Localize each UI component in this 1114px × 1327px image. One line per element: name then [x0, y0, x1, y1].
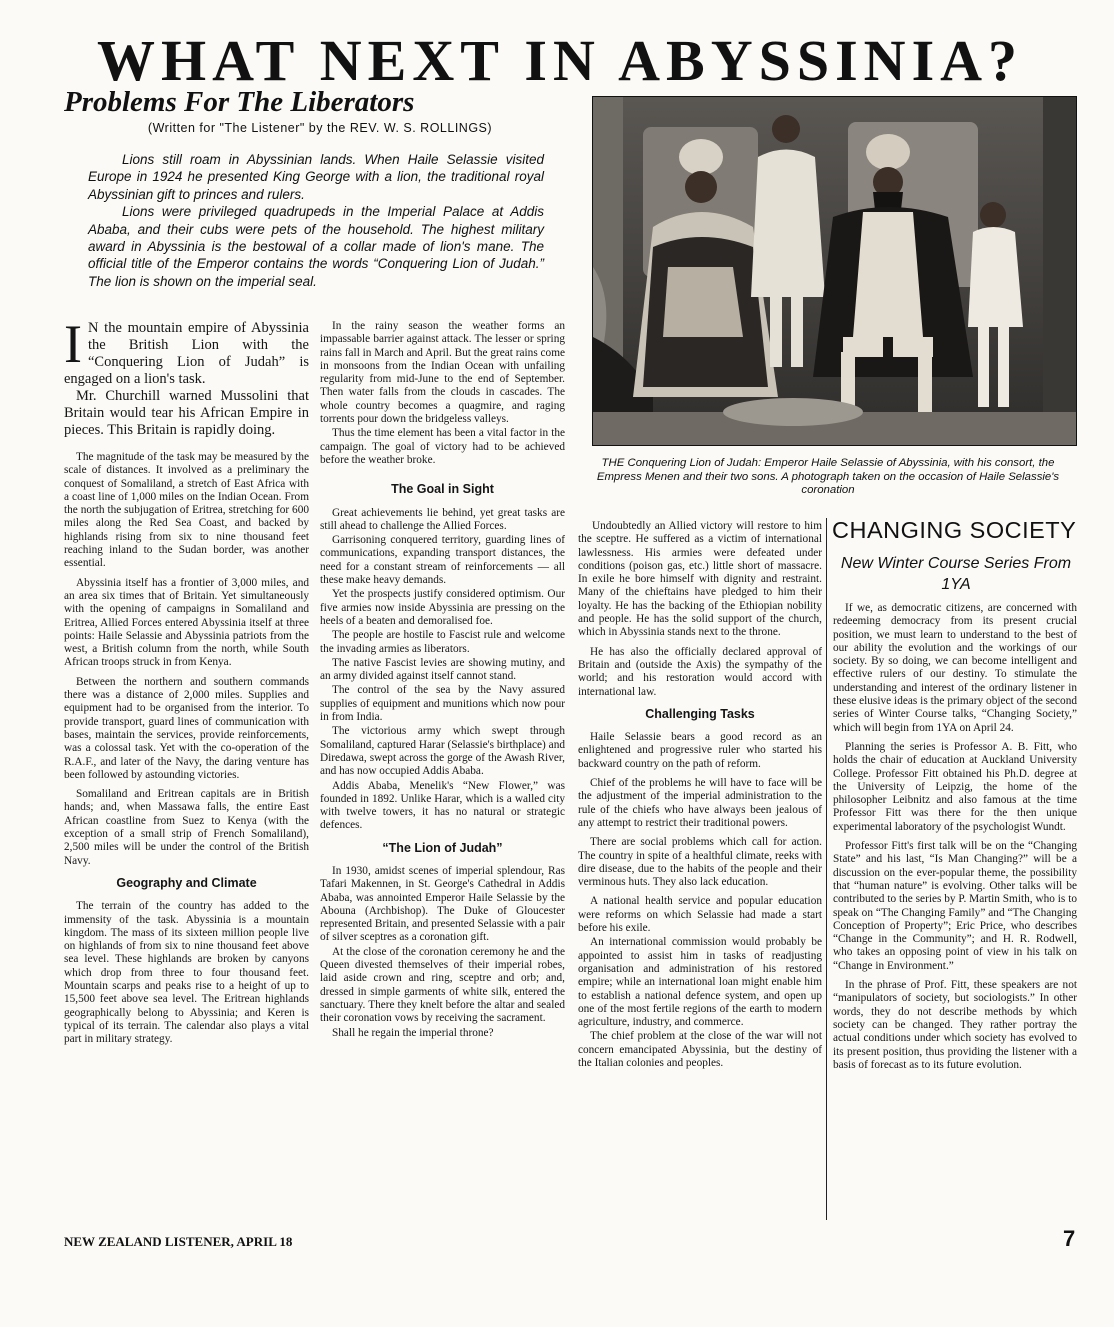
photo-illustration	[593, 97, 1076, 445]
paragraph: The magnitude of the task may be measured by the scale of distances. It involved as a preliminary the conquest of Somaliland, a stretch of East Africa with a coast line of 1,000 miles on the Indian Ocean. From the north the subjugation of Eritrea, stretching for 600 miles along the Red Sea Coast, and backed by highlands rising from six to nine thousand feet reaching inland to the Sudan border, was another essential.	[64, 451, 309, 570]
headline: WHAT NEXT IN ABYSSINIA?	[96, 28, 1024, 93]
paragraph: Planning the series is Professor A. B. Fitt, who holds the chair of education at Auckland University College. Professor Fitt obtained his Ph.D. degree at the University of Leipzig, the home of the philosopher Leibnitz and also famous at the time Professor Fitt was there for the then unique experimental laboratory of the psychologist Wundt.	[833, 740, 1077, 833]
coronation-photo	[592, 96, 1077, 446]
column-1	[64, 314, 309, 1052]
paragraph: The control of the sea by the Navy assured supplies of equipment and munitions which now pour in from India.	[320, 684, 565, 724]
paragraph: Haile Selassie bears a good record as an enlightened and progressive ruler who started his backward country on the path of reform.	[578, 731, 822, 770]
section-heading: Challenging Tasks	[645, 706, 755, 721]
lead-text: Mr. Churchill warned Mussolini that Britain would tear his African Empire in pieces. This Britain is rapidly doing.	[64, 388, 309, 438]
section-heading: The Goal in Sight	[391, 482, 494, 497]
section-heading: Geography and Climate	[116, 875, 257, 890]
column-3	[578, 520, 822, 1076]
paragraph: The terrain of the country has added to the immensity of the task. Abyssinia is a mountain kingdom. The mass of its sixteen million people live on highlands of from six to nine thousand feet above sea level. These highlands are broken by canyons which drop from three to four thousand feet. Mountain scarps and peaks rise to a height of up to 15,500 feet above sea level. The Eritrean highlands geographically belong to Abyssinia; and Keren is typical of its terrain. The calendar also plays a vital part in military strategy.	[64, 900, 309, 1046]
byline: (Written for "The Listener" by the REV. W. S. ROLLINGS)	[147, 121, 493, 135]
paragraph: Yet the prospects justify considered optimism. Our five armies now inside Abyssinia are pressing on the heels of a beaten and demoralised foe.	[320, 588, 565, 627]
footer-masthead: NEW ZEALAND LISTENER, APRIL 18	[64, 1234, 293, 1249]
drop-cap: I	[64, 314, 82, 374]
subheadline: Problems For The Liberators	[64, 86, 415, 118]
paragraph: Shall he regain the imperial throne?	[332, 1026, 494, 1039]
paragraph: Abyssinia itself has a frontier of 3,000 miles, and an area six times that of Britain. Yet simultaneously with the opening of campaigns in Somaliland and Eritrea, Allied Forces entered Abyssinia itself at three points: Haile Selassie and Abyssinia patriots from the west, a British column from the north, while South African troops struck in from Kenya.	[64, 576, 309, 669]
paragraph: Great achievements lie behind, yet great tasks are still ahead to challenge the Allied Forces.	[320, 506, 565, 532]
section-heading: “The Lion of Judah”	[382, 840, 503, 855]
paragraph: Chief of the problems he will have to face will be the adjustment of the imperial administration to the rule of the chiefs who have always been jealous of any attempt to restrict their traditional powers.	[578, 777, 822, 829]
column-2	[320, 320, 565, 1046]
paragraph: A national health service and popular education were reforms on which Selassie had made a start before his exile.	[578, 895, 822, 935]
lead-paragraph	[64, 314, 309, 439]
paragraph: The native Fascist levies are showing mutiny, and an army divided against itself cannot stand.	[320, 656, 565, 683]
paragraph: The victorious army which swept through Somaliland, captured Harar (Selassie's birthplace) and Diredawa, swept across the gorge of the Awash River, and has now occupied Addis Ababa.	[320, 725, 565, 778]
paragraph: At the close of the coronation ceremony he and the Queen divested themselves of their imperial robes, laid aside crown and ring, sceptre and orb; and, dressed in simple garments of white silk, entered the sanctuary. There they knelt before the altar and sealed their coronation vows by receiving the sacrament.	[320, 945, 565, 1025]
photo-caption: THE Conquering Lion of Judah: Emperor Haile Selassie of Abyssinia, with his consort, the Empress Menen and their two sons. A photograph taken on the occasion of Haile Selassie's coronation	[596, 457, 1060, 497]
intro-block	[88, 151, 544, 290]
paragraph: Professor Fitt's first talk will be on the “Changing State” and his last, “Is Man Changing?” will be a discussion on the ever-popular theme, the possibility that “human nature” is evolving. Other talks will be contributed to the series by P. Martin Smith, who is to speak on “The Changing Family” and “The Changing Conception of Property”; Eric Price, who describes “Change in the Community”; and H. R. Rodwell, who takes an opposing point of view in his talk on “Change in Environment.”	[833, 840, 1077, 972]
paragraph: He has also the officially declared approval of Britain and (outside the Axis) the sympathy of the world; and his restoration would accord with international law.	[578, 645, 822, 698]
box-title: CHANGING SOCIETY	[832, 517, 1077, 543]
paragraph: Somaliland and Eritrean capitals are in British hands; and, when Massawa falls, the entire East African coastline from Suez to Kenya (with the exception of a small strip of French Somaliland), 2,500 miles will be under the control of the British Navy.	[64, 788, 309, 867]
paragraph: If we, as democratic citizens, are concerned with redeeming democracy from its present crucial position, we must learn to understand to the best of our ability the evolution and the workings of our society. By so doing, we can become intelligent and effective rulers of our destiny. To stimulate the understanding and interest of the ordinary listener in these elusive ideas is the primary object of the second series of Winter Course talks, “Changing Society,” which will begin from 1YA on April 24.	[833, 602, 1077, 734]
paragraph: In the rainy season the weather forms an impassable barrier against attack. The lesser or spring rains fall in March and April. But the great rains come in monsoons from the Indian Ocean with unfailing regularity from mid-June to the end of September. Then water falls from the clouds in cascades. The whole country becomes a quagmire, and raging torrents pour down the bridgeless valleys.	[320, 320, 566, 426]
paragraph: The chief problem at the close of the war will not concern emancipated Abyssinia, but the destiny of the Italian colonies and peoples.	[578, 1030, 822, 1069]
paragraph: The people are hostile to Fascist rule and welcome the invading armies as liberators.	[320, 629, 565, 655]
paragraph: Thus the time element has been a vital factor in the campaign. The goal of victory had to be achieved before the weather broke.	[320, 427, 565, 466]
paragraph: Addis Ababa, Menelik's “New Flower,” was founded in 1892. Unlike Harar, which is a walled city with twelve towers, it has no natural or strategic defences.	[320, 779, 565, 832]
paragraph: Garrisoning conquered territory, guarding lines of communications, expanding transport distances, the need for a constant stream of reinforcements — all these make heavy demands.	[320, 534, 565, 587]
intro-paragraph: Lions still roam in Abyssinian lands. When Haile Selassie visited Europe in 1924 he presented King George with a lion, the traditional royal Abyssinian gift to princes and rulers.	[88, 152, 544, 202]
box-subtitle: New Winter Course Series From 1YA	[840, 555, 1072, 593]
paragraph: Undoubtedly an Allied victory will restore to him the sceptre. He suffered as a victim of international lawlessness. His armies were defeated under conditions (poison gas, etc.) little short of massacre. In exile he bore himself with dignity and restraint. Many of the chieftains have pledged to him their loyalty. He has the backing of the Ethiopian nobility and people. He has the solid support of the church, which in Abyssinia stands next to the throne.	[578, 520, 822, 639]
column-divider	[826, 518, 827, 1220]
lead-text: N the mountain empire of Abyssinia the British Lion with the “Conquering Lion of Judah” is engaged on a lion's task.	[64, 320, 309, 387]
page-number: 7	[1063, 1226, 1076, 1251]
paragraph: In the phrase of Prof. Fitt, these speakers are not “manipulators of society, but sociologists.” In other words, they do not describe methods by which society can be changed. They rather portray the actual conditions under which society has evolved to its present position, thus providing the listener with a basis of forecast as to its future evolution.	[833, 979, 1077, 1071]
paragraph: In 1930, amidst scenes of imperial splendour, Ras Tafari Makennen, in St. George's Cathedral in Addis Ababa, was annointed Emperor Haile Selassie by the Abouna (Archbishop). The Duke of Gloucester represented Britain, and presented Selassie with a pair of silver sceptres as a coronation gift.	[320, 864, 565, 944]
column-4	[833, 602, 1077, 1078]
paragraph: An international commission would probably be appointed to assist him in tasks of readjusting organisation and administration of his restored empire; while an international loan might enable him to establish a national defence system, and open up one of the most fertile regions of the earth to modern agriculture, industry, and commerce.	[578, 936, 822, 1029]
paragraph: There are social problems which call for action. The country in spite of a healthful climate, reeks with dire disease, due to the habits of the people and their verminous huts. They also lack education.	[578, 836, 822, 889]
intro-paragraph: Lions were privileged quadrupeds in the Imperial Palace at Addis Ababa, and their cubs were pets of the household. The highest military award in Abyssinia is the bestowal of a collar made of lion's mane. The official title of the Emperor contains the words “Conquering Lion of Judah.” The lion is shown on the imperial seal.	[88, 204, 544, 289]
paragraph: Between the northern and southern commands there was a distance of 2,000 miles. Supplies and equipment had to be organised from the interior. To provide transport, guard lines of communication with bases, maintain the services, provide reinforcements, was a colossal task. Yet with the co-operation of the R.A.F., and later of the Navy, the daring venture has been followed by astounding victories.	[64, 675, 309, 781]
